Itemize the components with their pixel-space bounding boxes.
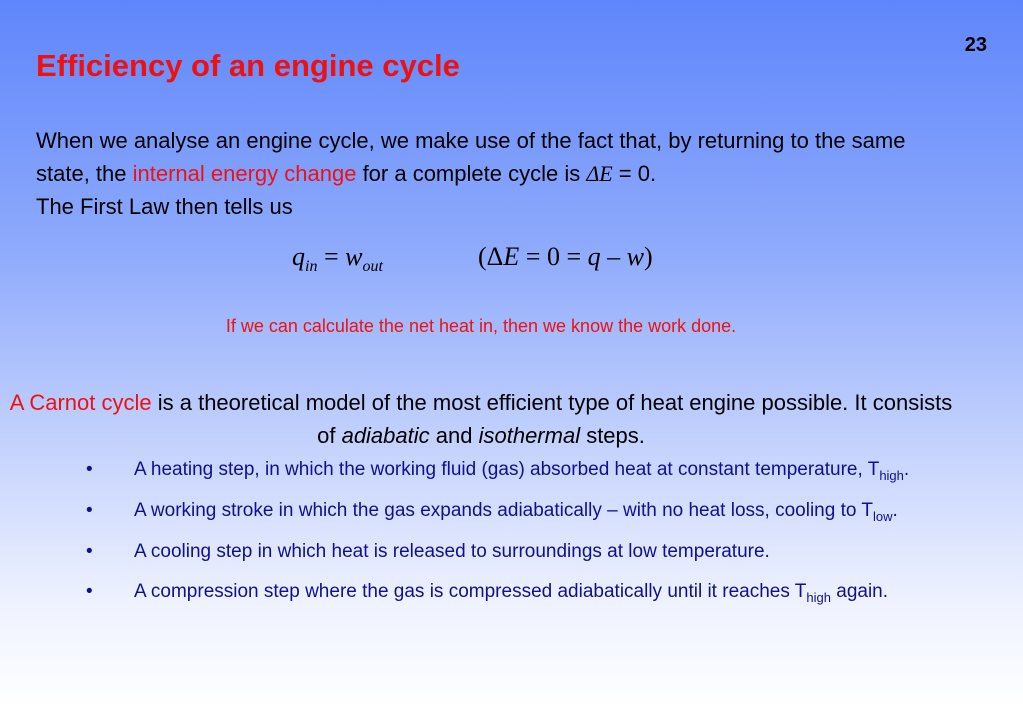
list-item: [86, 497, 946, 530]
eq-w: w: [345, 242, 363, 271]
eq2-q: q: [587, 242, 601, 271]
eq2-mid: = 0 =: [519, 242, 588, 271]
eq2-e: E: [503, 242, 520, 271]
bullet-list: [86, 456, 946, 619]
bullet-text: A compression step where the gas is compressed adiabatically until it reaches T: [134, 581, 807, 603]
bullet-sub: high: [879, 467, 904, 483]
equation-delta-e: [478, 242, 653, 272]
adiabatic-word: adiabatic: [341, 423, 430, 448]
carnot-text: is a theoretical model of the most efficient type of heat engine possible. It consists of: [151, 390, 953, 448]
eq2-minus: –: [600, 242, 627, 271]
eq-w-sub: out: [362, 258, 383, 276]
bullet-text: A heating step, in which the working fluid (gas) absorbed heat at constant temperature, T: [134, 459, 880, 480]
intro-text: When we analyse an engine cycle, we make use of the fact that, by returning to the same state, the: [36, 128, 906, 186]
and-word: and: [429, 423, 479, 448]
bullet-icon: •: [86, 540, 93, 562]
equation-first-law: [292, 242, 383, 276]
eq-q-sub: in: [305, 258, 318, 276]
carnot-end: steps.: [580, 423, 645, 448]
intro-line-3: The First Law then tells us: [36, 194, 293, 219]
list-item: [86, 456, 946, 489]
bullet-sub: low: [872, 508, 893, 524]
bullet-icon: •: [86, 459, 93, 480]
internal-energy-highlight: internal energy change: [132, 161, 357, 186]
delta-e-symbol: ΔE: [586, 161, 613, 186]
intro-text-3: = 0.: [612, 161, 657, 186]
page-title: Efficiency of an engine cycle: [36, 48, 460, 83]
isothermal-word: isothermal: [478, 423, 581, 448]
intro-paragraph: [36, 124, 956, 223]
eq-q: q: [292, 242, 305, 271]
list-item: [86, 538, 946, 571]
eq2-close: ): [643, 242, 653, 271]
bullet-sub: high: [806, 590, 831, 606]
note-text: If we can calculate the net heat in, then we know the work done.: [225, 316, 737, 336]
bullet-text: A cooling step in which heat is released to surroundings at low temperature.: [134, 540, 770, 562]
bullet-tail: .: [903, 459, 910, 480]
carnot-paragraph: [0, 386, 962, 452]
eq-equals: =: [317, 242, 346, 271]
bullet-tail: .: [892, 499, 898, 521]
bullet-text: A working stroke in which the gas expands adiabatically – with no heat loss, cooling to T: [134, 499, 873, 521]
page-number: 23: [964, 34, 987, 56]
carnot-highlight: A Carnot cycle: [9, 390, 152, 415]
bullet-icon: •: [86, 499, 93, 521]
bullet-tail: again.: [830, 581, 889, 603]
eq2-open: (Δ: [478, 242, 504, 271]
eq2-w: w: [626, 242, 644, 271]
intro-text-2: for a complete cycle is: [356, 161, 587, 186]
bullet-icon: •: [86, 581, 93, 603]
list-item: [86, 578, 946, 611]
